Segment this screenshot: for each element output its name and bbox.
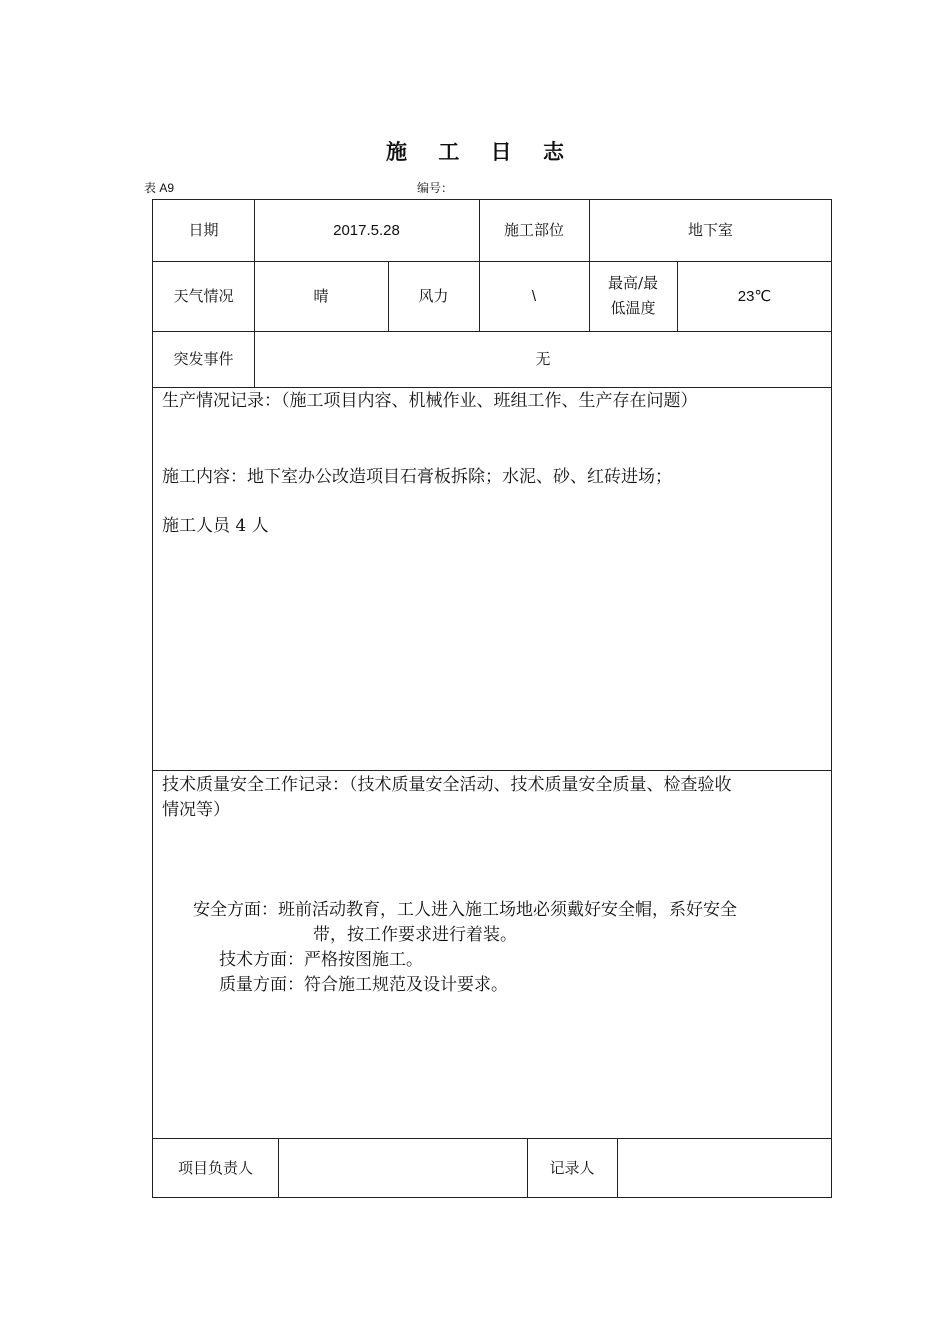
quality-record-heading-line2: 情况等） (162, 800, 230, 820)
construction-log-table (152, 199, 832, 1198)
incident-label: 突发事件 (173, 349, 234, 368)
production-staff: 施工人员 4 人 (162, 516, 269, 536)
wind-value: \ (531, 287, 537, 305)
project-manager-signature[interactable] (278, 1138, 527, 1198)
form-code: 表 A9 (144, 181, 175, 195)
location-value: 地下室 (687, 221, 733, 239)
production-record-heading: 生产情况记录：（施工项目内容、机械作业、班组工作、生产存在问题） (162, 391, 698, 411)
row-divider (153, 770, 831, 771)
production-content: 施工内容：地下室办公改造项目石膏板拆除；水泥、砂、红砖进场； (162, 467, 672, 487)
location-label: 施工部位 (503, 221, 564, 239)
recorder-label: 记录人 (549, 1158, 595, 1177)
temperature-label-line1: 最高/最 (607, 274, 659, 292)
recorder-signature[interactable] (617, 1138, 832, 1198)
date-label: 日期 (188, 221, 219, 239)
technical-note: 技术方面：严格按图施工。 (219, 950, 423, 970)
quality-note: 质量方面：符合施工规范及设计要求。 (219, 975, 508, 995)
serial-number-label: 编号： (417, 181, 454, 195)
temperature-label-line2: 低温度 (610, 299, 656, 317)
date-value: 2017.5.28 (333, 222, 400, 239)
temperature-value: 23℃ (737, 287, 772, 305)
weather-value: 晴 (313, 286, 329, 305)
weather-label: 天气情况 (173, 286, 234, 305)
wind-label: 风力 (418, 286, 449, 305)
quality-record-heading: 技术质量安全工作记录：（技术质量安全活动、技术质量安全质量、检查验收 (162, 775, 732, 795)
safety-note-line2: 带，按工作要求进行着装。 (313, 925, 517, 945)
safety-note: 安全方面：班前活动教育，工人进入施工场地必须戴好安全帽，系好安全 (193, 900, 737, 920)
row-divider (153, 387, 831, 388)
document-title: 施 工 日 志 (386, 139, 576, 164)
project-manager-label: 项目负责人 (177, 1158, 253, 1177)
temperature-label (589, 261, 677, 331)
incident-value: 无 (535, 349, 551, 368)
